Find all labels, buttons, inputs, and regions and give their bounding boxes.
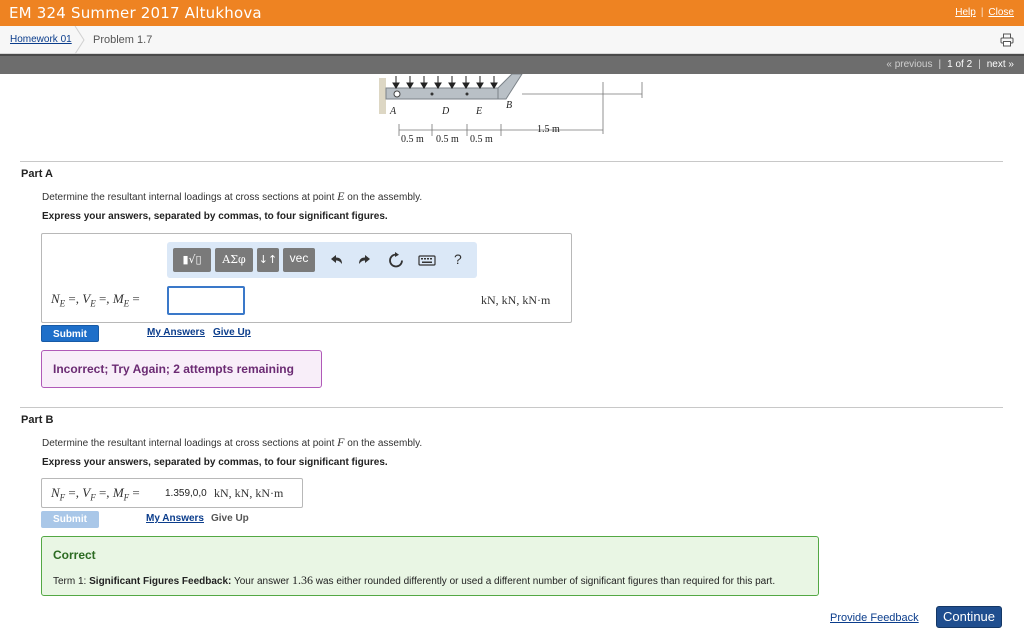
close-link[interactable]: Close: [988, 7, 1014, 18]
app-header: [0, 0, 1024, 26]
vec-button[interactable]: vec: [283, 248, 315, 272]
eq-sub-e: E: [90, 298, 96, 309]
feedback-term: Term 1:: [53, 576, 90, 587]
eq-sub-f: F: [123, 492, 130, 503]
symbols-button[interactable]: ΑΣφ: [215, 248, 253, 272]
pin-a: [394, 91, 400, 97]
part-b-prompt-text-end: on the assembly.: [344, 438, 423, 449]
label-e: E: [476, 106, 483, 117]
header-link-separator: |: [980, 7, 984, 18]
part-a-answer-box: [41, 233, 572, 323]
toolbar-help-button[interactable]: ?: [454, 251, 462, 267]
feedback-text: Your answer: [231, 576, 292, 587]
label-a: A: [390, 106, 397, 117]
part-a-answer-input[interactable]: [167, 286, 245, 315]
part-b-equation-label: $N_F$ =, $V_F$ =, $M_F$ =: [51, 485, 140, 503]
problem-figure: [370, 74, 660, 149]
part-a-title: Part A: [21, 168, 53, 180]
print-icon[interactable]: [1000, 33, 1014, 47]
part-b-instruction: Express your answers, separated by commas, to four significant figures.: [42, 457, 388, 468]
point-d-marker: [431, 93, 434, 96]
course-title: EM 324 Summer 2017 Altukhova: [9, 4, 262, 22]
header-links: [955, 7, 1014, 18]
pager: [886, 59, 1014, 70]
templates-button[interactable]: ▮√▯: [173, 248, 211, 272]
arrows-button[interactable]: ↓↑: [257, 248, 279, 272]
part-a-submit-button[interactable]: Submit: [41, 325, 99, 342]
eq-sub-f: F: [59, 492, 66, 503]
label-b: B: [506, 100, 513, 111]
section-divider: [20, 407, 1003, 408]
eq-sub-e: E: [123, 298, 130, 309]
dimension-label-0-5m: 0.5 m: [470, 134, 493, 145]
continue-button[interactable]: Continue: [936, 606, 1002, 628]
distributed-load: [393, 76, 497, 88]
pager-bar: [0, 54, 1024, 74]
part-b-prompt-text: Determine the resultant internal loadings at cross sections at point: [42, 438, 338, 449]
eq-sub-f: F: [90, 492, 96, 503]
section-divider: [20, 161, 1003, 162]
pager-separator: |: [978, 59, 981, 70]
part-b-correct-feedback: [41, 536, 819, 596]
part-b-give-up-link: Give Up: [211, 513, 249, 524]
part-b-submit-button: Submit: [41, 511, 99, 528]
eq-m: M: [112, 291, 124, 306]
part-a-instruction: Express your answers, separated by commas, to four significant figures.: [42, 211, 388, 222]
inclined-member: [498, 74, 522, 99]
part-a-prompt-text-end: on the assembly.: [344, 192, 423, 203]
eq-v: V: [82, 291, 91, 306]
redo-icon[interactable]: [354, 248, 376, 272]
part-b-prompt: [42, 435, 422, 450]
dimension-label-0-5m: 0.5 m: [436, 134, 459, 145]
part-b-answer-box: [41, 478, 303, 508]
part-a-prompt-text: Determine the resultant internal loadings at cross sections at point: [42, 192, 338, 203]
dimension-label-0-5m: 0.5 m: [401, 134, 424, 145]
point-e-marker: [466, 93, 469, 96]
breadcrumb: [0, 26, 1024, 54]
label-d: D: [442, 106, 450, 117]
wall-support: [379, 78, 386, 114]
pager-separator: |: [938, 59, 942, 70]
undo-icon[interactable]: [325, 248, 347, 272]
eq-n: N: [51, 485, 60, 500]
significant-figures-message: [53, 573, 775, 588]
part-a-prompt: [42, 189, 422, 204]
part-a-equation-label: $N_E$ =, $V_E$ =, $M_E$ =: [51, 291, 140, 309]
breadcrumb-current-problem: Problem 1.7: [93, 34, 153, 46]
help-link[interactable]: Help: [955, 7, 976, 18]
next-link[interactable]: next »: [986, 59, 1014, 70]
previous-link[interactable]: « previous: [886, 59, 933, 70]
dimension-label-1-5m: 1.5 m: [537, 124, 560, 135]
part-a-point: E: [337, 189, 345, 203]
part-a-incorrect-feedback: Incorrect; Try Again; 2 attempts remaining: [41, 350, 322, 388]
feedback-title: Significant Figures Feedback:: [89, 576, 232, 587]
reset-icon[interactable]: [385, 248, 407, 272]
eq-m: M: [112, 485, 124, 500]
part-a-my-answers-link[interactable]: My Answers: [147, 327, 205, 338]
part-b-title: Part B: [21, 414, 54, 426]
part-a-units: kN, kN, kN·m: [481, 293, 551, 307]
provide-feedback-link[interactable]: Provide Feedback: [830, 612, 919, 624]
breadcrumb-homework-link[interactable]: Homework 01: [10, 34, 72, 45]
eq-v: V: [82, 485, 91, 500]
part-b-point: F: [337, 435, 345, 449]
part-b-units: kN, kN, kN·m: [214, 486, 284, 500]
eq-sub-e: E: [59, 298, 66, 309]
pager-position: 1 of 2: [947, 59, 973, 70]
breadcrumb-chevron-icon: [74, 26, 86, 54]
keyboard-icon[interactable]: [416, 248, 438, 272]
math-toolbar: [167, 242, 477, 278]
part-b-answer-value: 1.359,0,0: [165, 488, 207, 499]
part-a-give-up-link[interactable]: Give Up: [213, 327, 251, 338]
beam: [386, 88, 498, 99]
part-b-my-answers-link[interactable]: My Answers: [146, 513, 204, 524]
feedback-value: 1.36: [292, 573, 313, 587]
eq-n: N: [51, 291, 60, 306]
correct-heading: Correct: [53, 548, 96, 562]
feedback-text-end: was either rounded differently or used a different number of significant figures than required for this part.: [313, 576, 776, 587]
